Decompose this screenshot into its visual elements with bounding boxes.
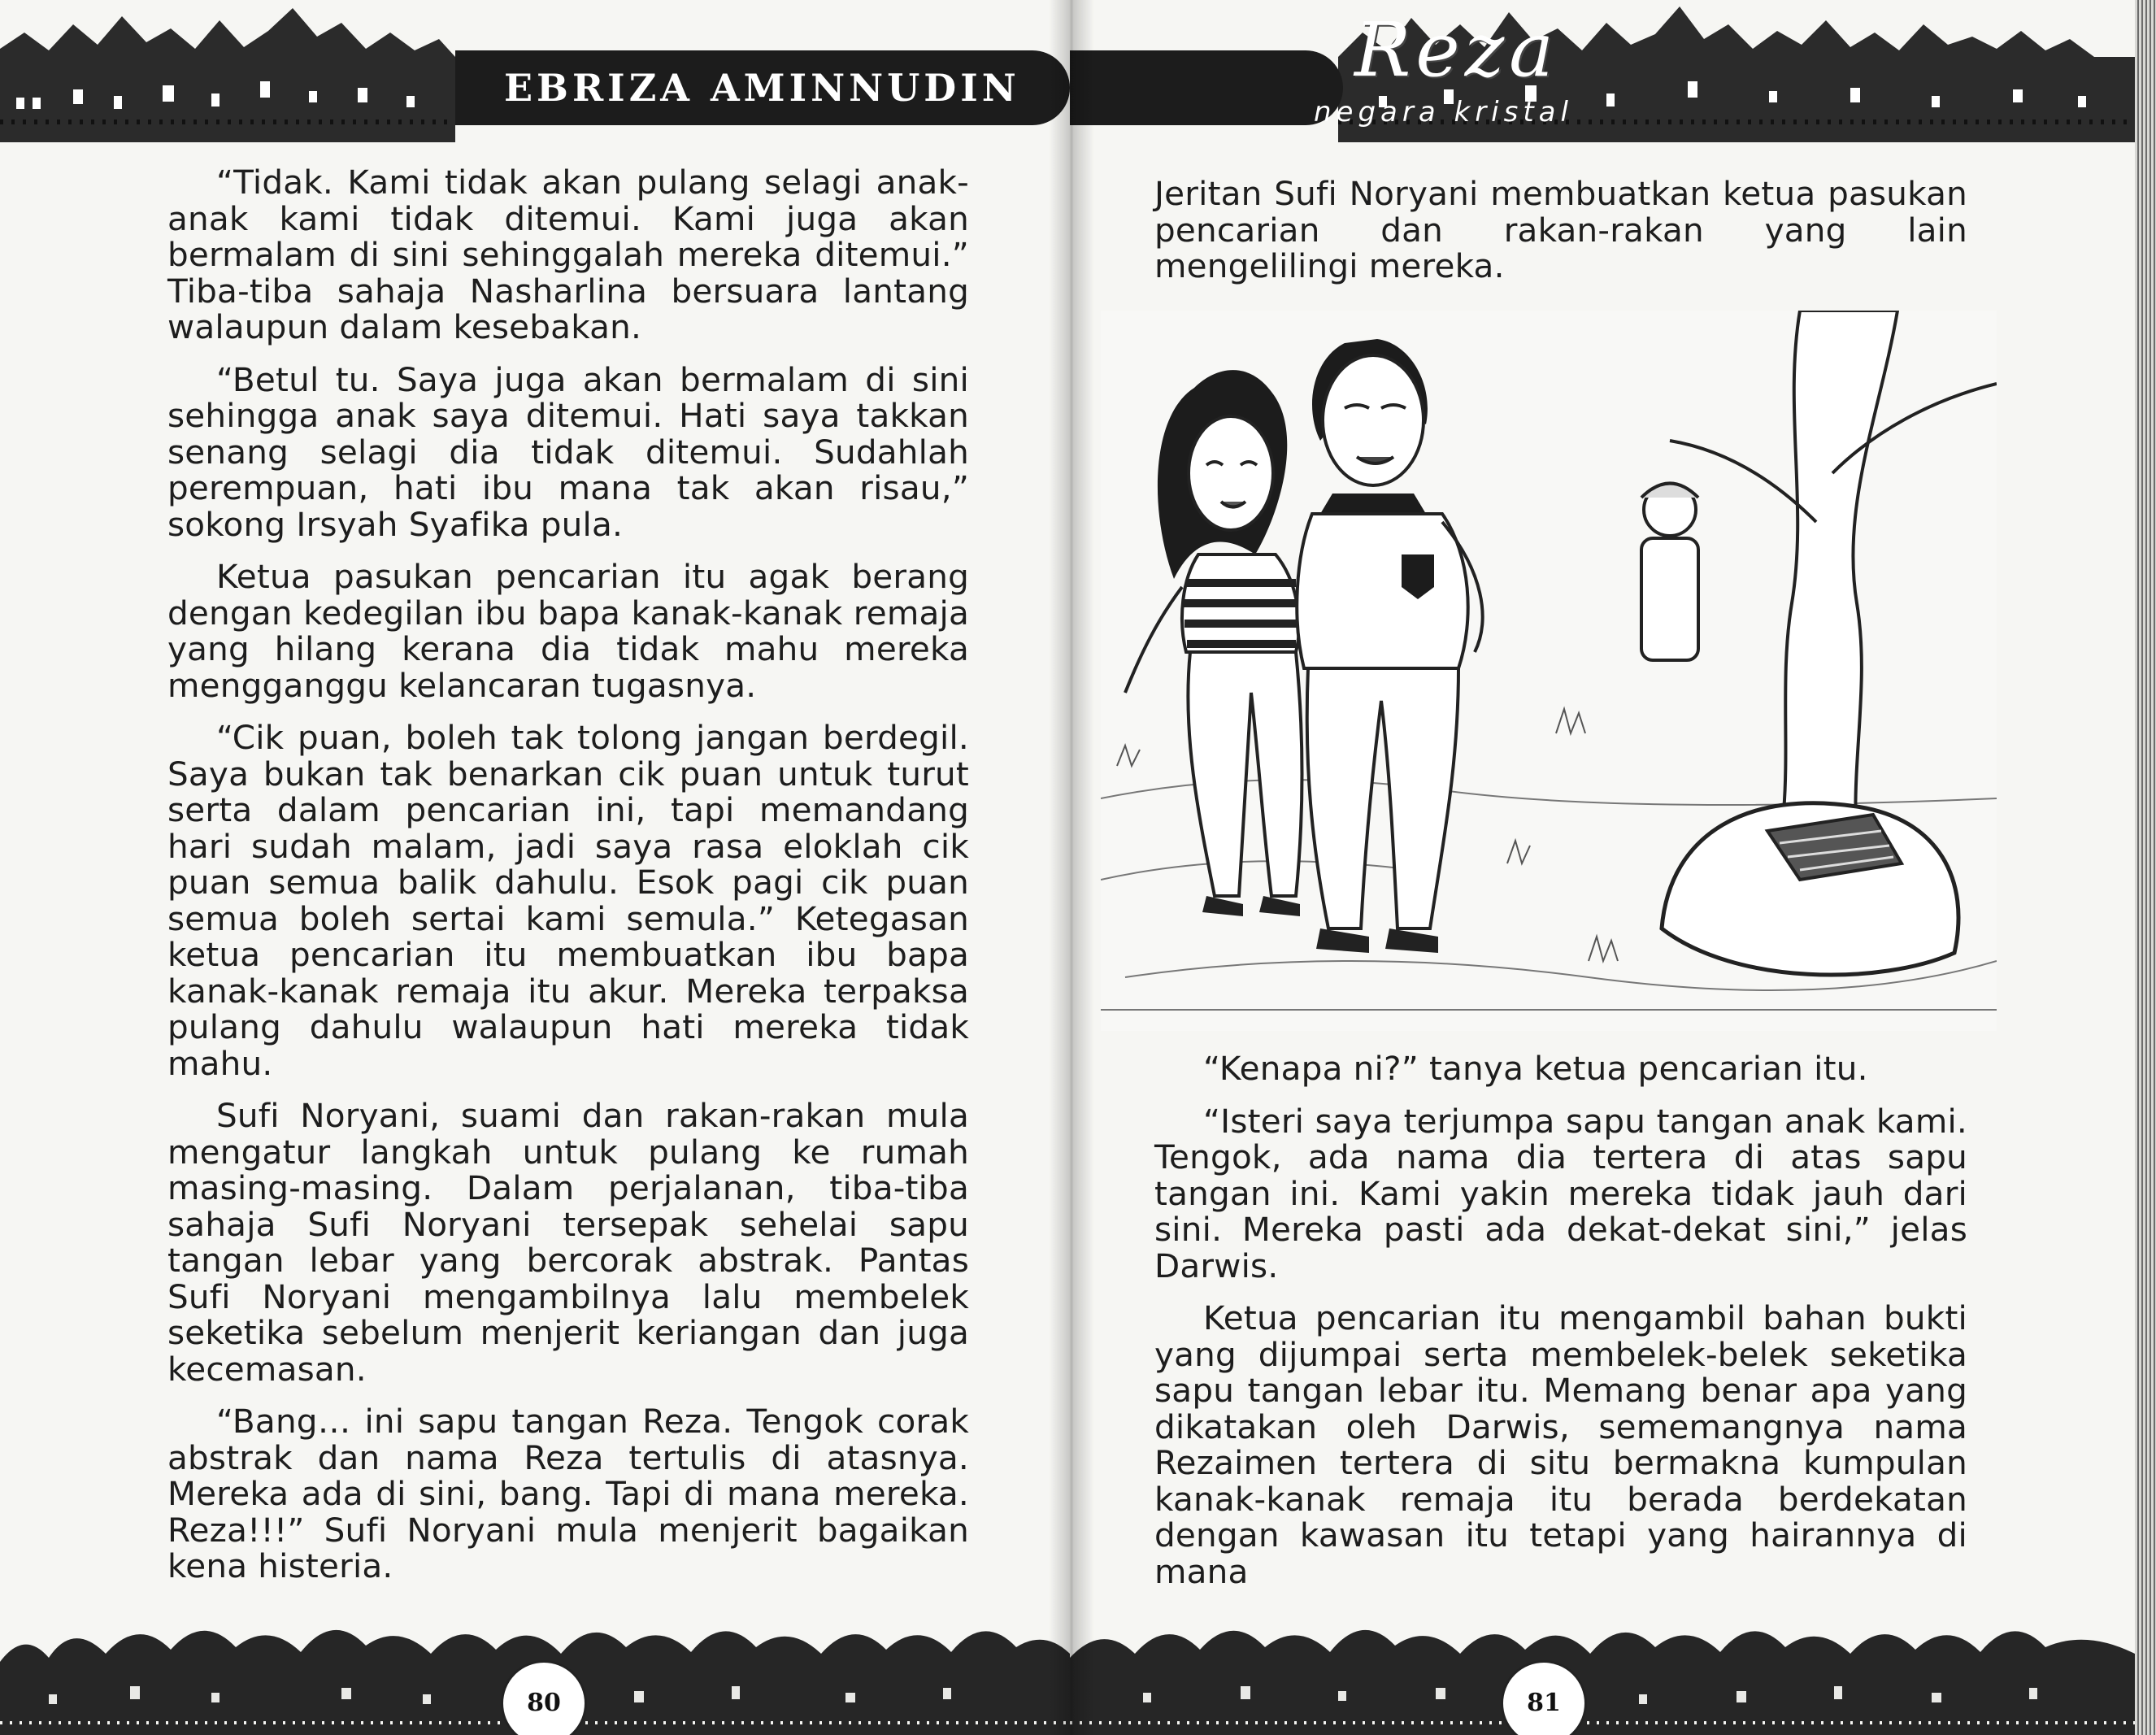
paragraph: “Bang… ini sapu tangan Reza. Tengok corak abstrak dan nama Reza tertulis di atasnya. Mereka ada di sini, bang. Tapi di mana mereka. Reza!!!” Sufi Noryani mula menjerit bagaikan kena histeria. xyxy=(167,1402,969,1585)
right-body-text-top xyxy=(1154,176,1967,301)
left-page xyxy=(0,0,1070,1735)
left-body-text xyxy=(167,164,969,1601)
series-logo-subtitle: negara kristal xyxy=(1314,96,1573,128)
page-edges xyxy=(2135,0,2156,1735)
couple-walking-in-forest-illustration xyxy=(1101,311,1997,1031)
book-gutter xyxy=(1049,0,1094,1735)
paragraph: Jeritan Sufi Noryani membuatkan ketua pasukan pencarian dan rakan-rakan yang lain mengelilingi mereka. xyxy=(1154,174,1967,285)
title-banner xyxy=(1070,50,1343,125)
paragraph: “Kenapa ni?” tanya ketua pencarian itu. xyxy=(1203,1049,1868,1088)
page-number: 81 xyxy=(1501,1660,1587,1735)
right-header xyxy=(1070,0,2156,142)
forest-village-skyline-icon xyxy=(1070,1572,2156,1735)
paragraph: Ketua pasukan pencarian itu agak berang dengan kedegilan ibu bapa kanak-kanak remaja yang hilang kerana dia tidak mahu mereka mengganggu kelancaran tugasnya. xyxy=(167,557,969,705)
paragraph: Sufi Noryani, suami dan rakan-rakan mula mengatur langkah untuk pulang ke rumah masing-masing. Dalam perjalanan, tiba-tiba sahaja Sufi Noryani tersepak sehelai sapu tangan lebar yang bercorak abstrak. Pantas Sufi Noryani mengambilnya lalu membelek seketika sebelum menjerit keriangan dan juga kecemasan. xyxy=(167,1096,969,1389)
left-header xyxy=(0,0,1070,142)
paragraph: “Isteri saya terjumpa sapu tangan anak kami. Tengok, ada nama dia tertera di atas sapu tangan ini. Kami yakin mereka tidak jauh dari sini. Mereka pasti ada dekat-dekat sini,” jelas Darwis. xyxy=(1154,1101,1967,1285)
paragraph: “Tidak. Kami tidak akan pulang selagi anak-anak kami tidak ditemui. Kami juga akan bermalam di sini sehinggalah mereka ditemui.” Tiba-tiba sahaja Nasharlina bersuara lantang walaupun dalam kesebakan. xyxy=(167,163,969,346)
paragraph: “Cik puan, boleh tak tolong jangan berdegil. Saya bukan tak benarkan cik puan untuk turut serta dalam pencarian ini, tapi memandang hari sudah malam, jadi saya rasa eloklah cik puan semua balik dahulu. Esok pagi cik puan semua boleh sertai kami semula.” Ketegasan ketua pencarian itu membuatkan ibu bapa kanak-kanak remaja itu akur. Mereka terpaksa pulang dahulu walaupun hati mereka tidak mahu. xyxy=(167,718,969,1083)
right-body-text-bottom xyxy=(1154,1050,1967,1606)
paragraph: “Betul tu. Saya juga akan bermalam di sini sehingga anak saya ditemui. Hati saya takkan senang selagi dia tidak ditemui. Sudahlah perempuan, hati ibu mana tak akan risau,” sokong Irsyah Syafika pula. xyxy=(167,359,969,544)
author-name: EBRIZA AMINNUDIN xyxy=(504,66,1020,110)
series-logo-title: Reza xyxy=(1354,7,1559,93)
paragraph: Ketua pencarian itu mengambil bahan bukti yang dijumpai serta membelek-belek seketika sapu tangan lebar itu. Memang benar apa yang dikatakan oleh Darwis, sememangnya nama Rezaimen tertera di situ bermakna kumpulan kanak-kanak remaja itu berada berdekatan dengan kawasan itu tetapi yang hairannya di mana xyxy=(1154,1298,1967,1591)
page-number: 80 xyxy=(501,1660,587,1735)
